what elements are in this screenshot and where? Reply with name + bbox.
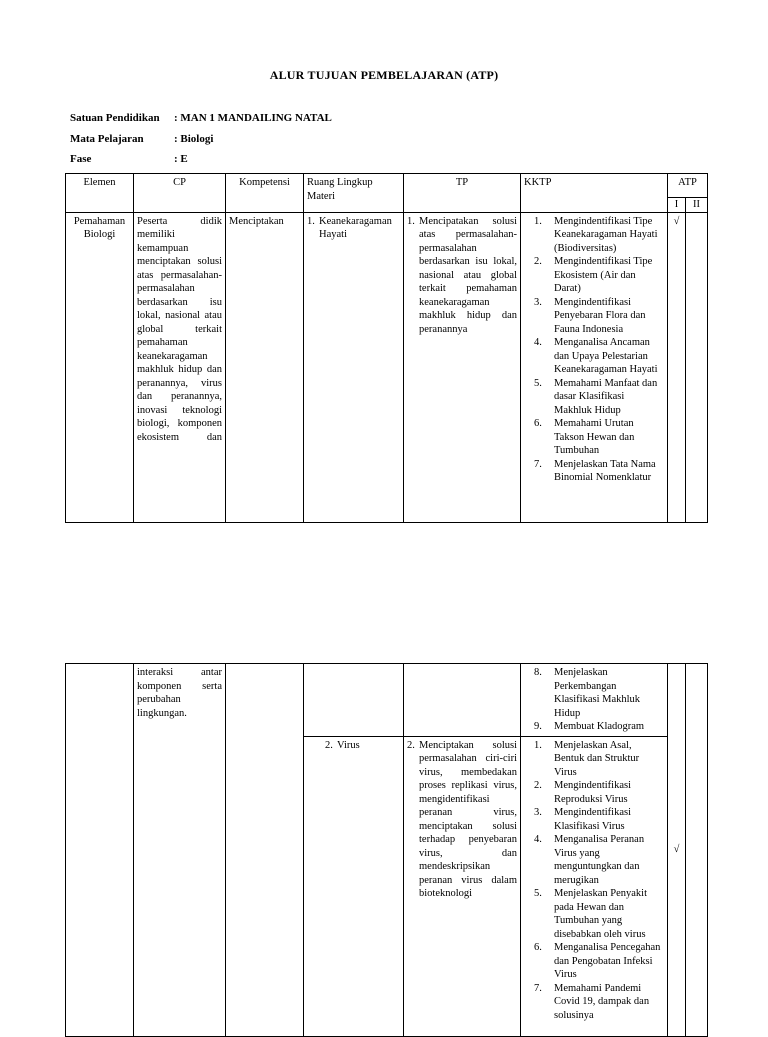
ruang-item bbox=[307, 215, 400, 242]
list-item: 7. Menjelaskan Tata Nama Binomial Nomenklatur bbox=[534, 458, 656, 483]
list-item: 4. Menganalisa Ancaman dan Upaya Pelestarian Keanekaragaman Hayati bbox=[534, 337, 658, 375]
cell-atp-i-check: √ bbox=[668, 664, 686, 1037]
cell-tp bbox=[404, 212, 521, 522]
meta-phase-label: Fase bbox=[70, 153, 92, 165]
cell-ruang-cont bbox=[304, 664, 404, 737]
cell-kktp-cont bbox=[521, 664, 668, 737]
kktp-list bbox=[524, 215, 664, 485]
cell-kktp bbox=[521, 736, 668, 1036]
list-item: 4. Menganalisa Peranan Virus yang menguntungkan dan merugikan bbox=[534, 834, 645, 886]
cell-elemen: Pemahaman Biologi bbox=[66, 212, 134, 522]
atp-table-page1 bbox=[65, 173, 708, 523]
cell-atp-i-check: √ bbox=[668, 212, 686, 522]
atp-table-page2 bbox=[65, 663, 708, 1037]
cell-elemen-cont bbox=[66, 664, 134, 1037]
list-item: 1. Menjelaskan Asal, Bentuk dan Struktur Virus bbox=[534, 739, 640, 778]
list-item: 5. Menjelaskan Penyakit pada Hewan dan Tumbuhan yang disebabkan oleh virus bbox=[534, 888, 648, 940]
list-item: 9. Membuat Kladogram bbox=[534, 721, 645, 732]
header-cp: CP bbox=[134, 174, 226, 213]
cell-ruang-lingkup bbox=[304, 212, 404, 522]
list-item: 5. Memahami Manfaat dan dasar Klasifikasi Makhluk Hidup bbox=[534, 377, 658, 416]
meta-subject-label: Mata Pelajaran bbox=[70, 133, 144, 145]
tp-text: Menciptakan solusi permasalahan ciri-ciri virus, membedakan proses replikasi virus, mengidentifikasi peranan virus, menciptakan solusi terhadap penyebaran virus, dan mendeskripsikan peranan virus dalam bioteknologi bbox=[419, 739, 517, 899]
header-ruang-lingkup: Ruang Lingkup Materi bbox=[304, 174, 404, 213]
table-row bbox=[66, 212, 708, 522]
meta-school-label: Satuan Pendidikan bbox=[70, 112, 160, 124]
header-kompetensi: Kompetensi bbox=[226, 174, 304, 213]
cell-kompetensi-cont bbox=[226, 664, 304, 1037]
cell-ruang-lingkup bbox=[304, 736, 404, 1036]
list-item: 6. Memahami Urutan Takson Hewan dan Tumbuhan bbox=[534, 418, 635, 456]
document-title: ALUR TUJUAN PEMBELAJARAN (ATP) bbox=[269, 68, 499, 82]
cell-atp-ii bbox=[686, 212, 708, 522]
ruang-item bbox=[307, 739, 400, 753]
header-kktp: KKTP bbox=[521, 174, 668, 213]
meta-phase-value: : E bbox=[174, 153, 188, 165]
meta-school-value: : MAN 1 MANDAILING NATAL bbox=[174, 112, 332, 124]
tp-number: 1. bbox=[407, 215, 415, 227]
list-item: 3. Mengindentifikasi Penyebaran Flora dan Fauna Indonesia bbox=[534, 296, 646, 335]
kktp-list bbox=[524, 666, 664, 734]
list-item: 6. Menganalisa Pencegahan dan Pengobatan Infeksi Virus bbox=[534, 942, 661, 980]
ruang-text: Keanekaragaman Hayati bbox=[319, 215, 392, 240]
header-elemen: Elemen bbox=[66, 174, 134, 213]
tp-number: 2. bbox=[407, 739, 415, 751]
cell-kompetensi: Menciptakan bbox=[226, 212, 304, 522]
list-item: 8. Menjelaskan Perkembangan Klasifikasi Makhluk Hidup bbox=[534, 667, 641, 719]
ruang-number: 1. bbox=[307, 215, 315, 227]
kktp-list bbox=[524, 739, 664, 1023]
table-row bbox=[66, 664, 708, 737]
list-item: 3. Mengindentifikasi Klasifikasi Virus bbox=[534, 807, 631, 832]
cell-tp bbox=[404, 736, 521, 1036]
header-atp-i: I bbox=[668, 198, 686, 213]
header-tp: TP bbox=[404, 174, 521, 213]
header-atp-ii: II bbox=[686, 198, 708, 213]
tp-item bbox=[407, 215, 517, 337]
ruang-text: Virus bbox=[337, 739, 360, 751]
header-atp: ATP bbox=[668, 174, 708, 198]
tp-text: Mencipatakan solusi atas permasalahan-permasalahan berdasarkan isu lokal, nasional atau global terkait pemahaman keanekaragaman makhluk hidup dan peranannya bbox=[419, 215, 517, 335]
list-item: 7. Memahami Pandemi Covid 19, dampak dan solusinya bbox=[534, 982, 650, 1021]
list-item: 2. Mengindentifikasi Tipe Ekosistem (Air dan Darat) bbox=[534, 256, 653, 294]
ruang-number: 2. bbox=[325, 739, 333, 751]
header-row bbox=[66, 174, 708, 198]
cell-atp-ii bbox=[686, 664, 708, 1037]
tp-item bbox=[407, 739, 517, 901]
cell-cp-cont: interaksi antar komponen serta perubahan lingkungan. bbox=[134, 664, 226, 1037]
meta-subject-value: : Biologi bbox=[174, 133, 214, 145]
list-item: 1. Mengindentifikasi Tipe Keanekaragaman Hayati (Biodiversitas) bbox=[534, 215, 658, 254]
list-item: 2. Mengindentifikasi Reproduksi Virus bbox=[534, 780, 631, 805]
cell-kktp bbox=[521, 212, 668, 522]
cell-cp: Peserta didik memiliki kemampuan menciptakan solusi atas permasalahan-permasalahan berdasarkan isu lokal, nasional atau global terkait pemahaman keanekaragaman makhluk hidup dan peranannya, virus dan peranannya, inovasi teknologi biologi, komponen ekosistem dan bbox=[134, 212, 226, 522]
cell-tp-cont bbox=[404, 664, 521, 737]
